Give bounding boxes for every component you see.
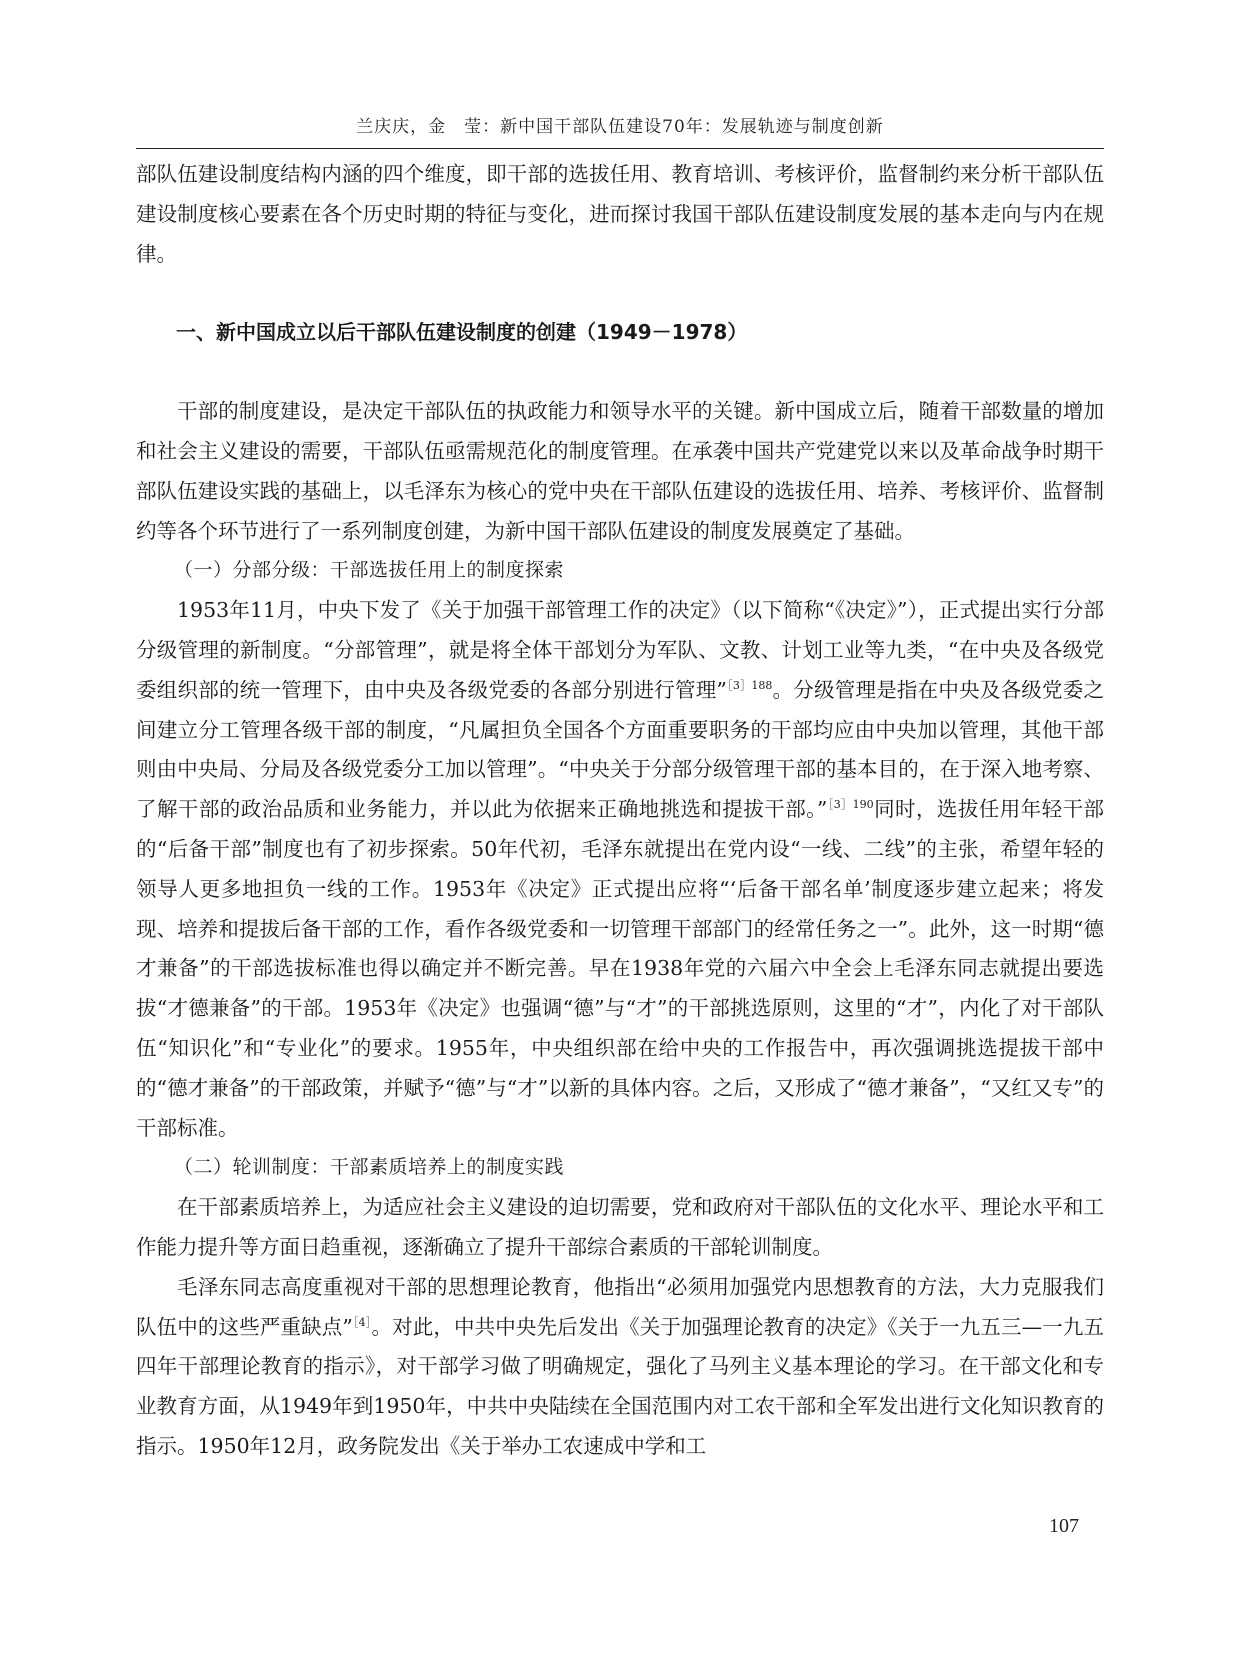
paragraph bbox=[136, 1268, 1104, 1467]
article-body bbox=[136, 155, 1104, 1467]
paragraph-text: 。分级管理是指在中央及各级党委之间建立分工管理各级干部的制度，“凡属担负全国各个方面重要职务的干部均应由中央加以管理，其他干部则由中央局、分局及各级党委分工加以管理”。“中央关于分部分级管理干部的基本目的，在于深入地考察、了解干部的政治品质和业务能力，并以此为依据来正确地挑选和提拔干部。” bbox=[136, 677, 1104, 822]
subheading: （一）分部分级：干部选拔任用上的制度探索 bbox=[174, 559, 565, 582]
running-header: 兰庆庆，金 莹：新中国干部队伍建设70年：发展轨迹与制度创新 bbox=[356, 117, 884, 137]
paragraph-text: 。对此，中共中央先后发出《关于加强理论教育的决定》《关于一九五三—一九五四年干部理论教育的指示》，对干部学习做了明确规定，强化了马列主义基本理论的学习。在干部文化和专业教育方面，从1949年到1950年，中共中央陆续在全国范围内对工农干部和全军发出进行文化知识教育的指示。1950年12月，政务院发出《关于举办工农速成中学和工 bbox=[136, 1314, 1105, 1458]
paragraph-text: 1953年11月，中央下发了《关于加强干部管理工作的决定》（以下简称“《决定》”），正式提出实行分部分级管理的新制度。“分部管理”，就是将全体干部划分为军队、文教、计划工业等九类，“在中央及各级党委组织部的统一管理下，由中央及各级党委的各部分别进行管理” bbox=[136, 598, 1104, 702]
paragraph bbox=[136, 591, 1104, 1148]
paragraph-text: 毛泽东同志高度重视对干部的思想理论教育，他指出“必须用加强党内思想教育的方法，大力克服我们队伍中的这些严重缺点” bbox=[136, 1274, 1104, 1339]
intro-paragraph: 部队伍建设制度结构内涵的四个维度，即干部的选拔任用、教育培训、考核评价，监督制约来分析干部队伍建设制度核心要素在各个历史时期的特征与变化，进而探讨我国干部队伍建设制度发展的基本走向与内在规律。 bbox=[136, 162, 1104, 266]
citation: ［3］190 bbox=[827, 798, 874, 812]
paragraph: 在干部素质培养上，为适应社会主义建设的迫切需要，党和政府对干部队伍的文化水平、理论水平和工作能力提升等方面日趋重视，逐渐确立了提升干部综合素质的干部轮训制度。 bbox=[136, 1195, 1104, 1259]
paragraph-text: 同时，选拔任用年轻干部的“后备干部”制度也有了初步探索。50年代初，毛泽东就提出在党内设“一线、二线”的主张，希望年轻的领导人更多地担负一线的工作。1953年《决定》正式提出应将“‘后备干部名单’制度逐步建立起来；将发现、培养和提拔后备干部的工作，看作各级党委和一切管理干部部门的经常任务之一”。此外，这一时期“德才兼备”的干部选拔标准也得以确定并不断完善。早在1938年党的六届六中全会上毛泽东同志就提出要选拔“才德兼备”的干部。1953年《决定》也强调“德”与“才”的干部挑选原则，这里的“才”，内化了对干部队伍“知识化”和“专业化”的要求。1955年，中央组织部在给中央的工作报告中，再次强调挑选提拔干部中的“德才兼备”的干部政策，并赋予“德”与“才”以新的具体内容。之后，又形成了“德才兼备”，“又红又专”的干部标准。 bbox=[136, 797, 1105, 1140]
citation: ［3］188 bbox=[726, 678, 773, 692]
citation: ［4］ bbox=[352, 1315, 372, 1329]
subheading: （二）轮训制度：干部素质培养上的制度实践 bbox=[174, 1156, 565, 1179]
page-number: 107 bbox=[1049, 1515, 1079, 1537]
section-heading: 一、新中国成立以后干部队伍建设制度的创建（1949－1978） bbox=[176, 320, 748, 345]
paragraph: 干部的制度建设，是决定干部队伍的执政能力和领导水平的关键。新中国成立后，随着干部数量的增加和社会主义建设的需要，干部队伍亟需规范化的制度管理。在承袭中国共产党建党以来以及革命战争时期干部队伍建设实践的基础上，以毛泽东为核心的党中央在干部队伍建设的选拔任用、培养、考核评价、监督制约等各个环节进行了一系列制度创建，为新中国干部队伍建设的制度发展奠定了基础。 bbox=[136, 399, 1104, 543]
header-rule bbox=[136, 148, 1104, 149]
